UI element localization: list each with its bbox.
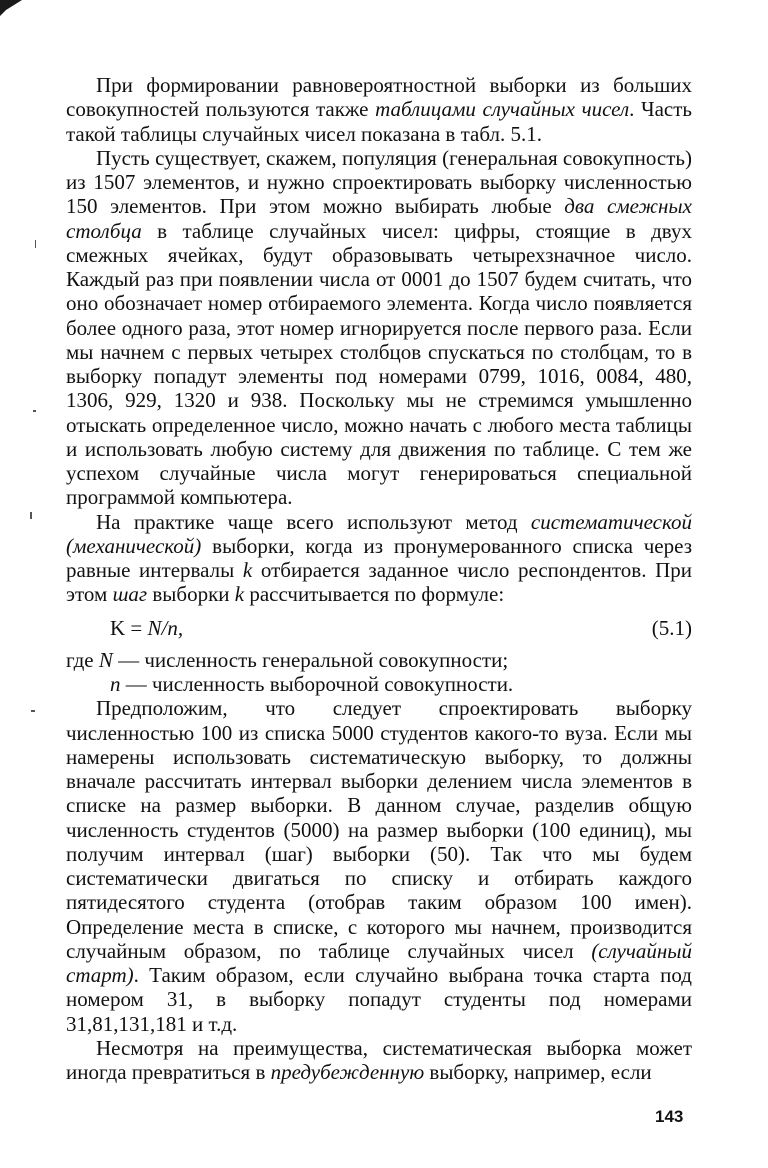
scan-speck bbox=[33, 410, 36, 412]
definition-N: где N — численность генеральной совокупности; bbox=[66, 647, 509, 672]
paragraph-5: Несмотря на преимущества, систематическая выборка может иногда превратиться в предубежденную выборку, например, если bbox=[66, 1035, 692, 1084]
paragraph-4: Предположим, что следует спроектировать выборку численностью 100 из списка 5000 студентов какого-то вуза. Если мы намерены использовать систематическую выборку, то должны вначале рассчитать интервал выборки делением числа элементов в списке на размер выборки. В данном случае, разделив общую численность студентов (5000) на размер выборки (100 единиц), мы получим интервал (шаг) выборки (50). Так что мы будем систематически двигаться по списку и отбирать каждого пятидесятого студента (отобрав таким образом 100 имен). Определение места в списке, с которого мы начнем, производится случайным образом, по таблице случайных чисел (случайный старт). Таким образом, если случайно выбрана точка старта под номером 31, в выборку попадут студенты под номерами 31,81,131,181 и т.д. bbox=[66, 696, 692, 1036]
scan-speck bbox=[35, 240, 36, 248]
formula-5-1 bbox=[66, 616, 692, 640]
page-number: 143 bbox=[655, 1107, 684, 1126]
body-text bbox=[66, 73, 692, 1084]
paragraph-2: Пусть существует, скажем, популяция (генеральная совокупность) из 1507 элементов, и нужно спроектировать выборку численностью 150 элементов. При этом можно выбирать любые два смежных столбца в таблице случайных чисел: цифры, стоящие в двух смежных ячейках, будут образовывать четырехзначное число. Каждый раз при появлении числа от 0001 до 1507 будем считать, что оно обозначает номер отбираемого элемента. Когда число появляется более одного раза, этот номер игнорируется после первого раза. Если мы начнем с первых четырех столбцов спускаться по столбцам, то в выборку попадут элементы под номерами 0799, 1016, 0084, 480, 1306, 929, 1320 и 938. Поскольку мы не стремимся умышленно отыскать определенное число, можно начать с любого места таблицы и использовать любую систему для движения по таблице. С тем же успехом случайные числа могут генерироваться специальной программой компьютера. bbox=[66, 145, 692, 510]
definition-n: n — численность выборочной совокупности. bbox=[110, 672, 514, 696]
formula-number: (5.1) bbox=[651, 615, 692, 640]
corner-scan-mark-icon bbox=[0, 0, 22, 16]
scan-speck bbox=[31, 710, 35, 712]
formula-expression: K = N/n, bbox=[110, 615, 184, 640]
scan-speck bbox=[30, 512, 32, 519]
paragraph-3: На практике чаще всего используют метод систематической (механической) выборки, когда из пронумерованного списка через равные интервалы k отбирается заданное число респондентов. При этом шаг выборки k рассчитывается по формуле: bbox=[66, 509, 692, 607]
paragraph-1: При формировании равновероятностной выборки из больших совокупностей пользуются также таблицами случайных чисел. Часть такой таблицы случайных чисел показана в табл. 5.1. bbox=[66, 73, 693, 146]
